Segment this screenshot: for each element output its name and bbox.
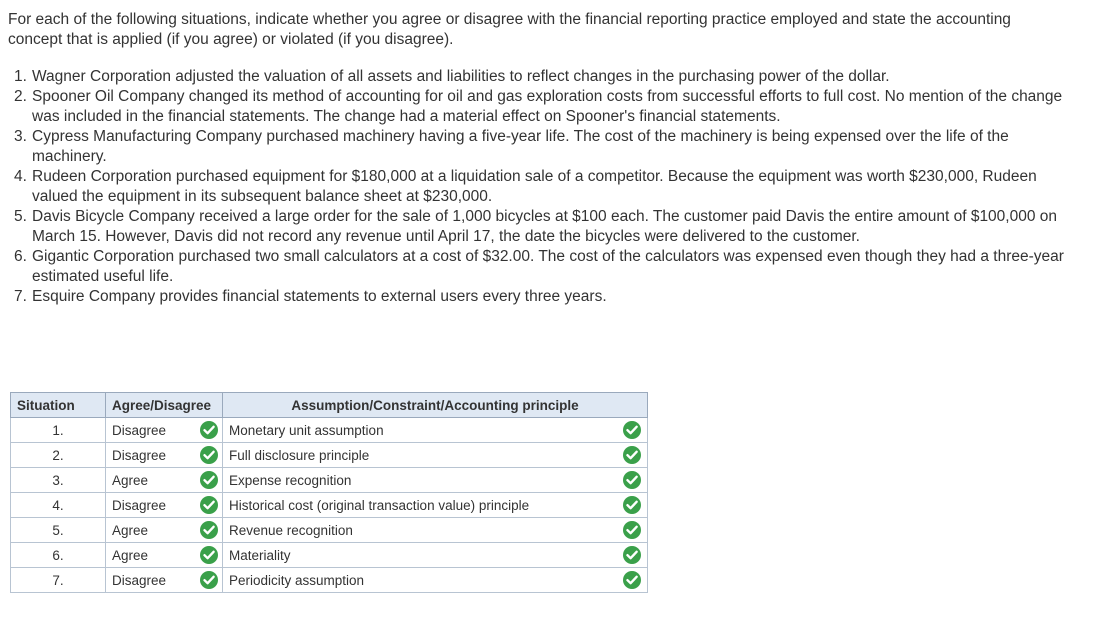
principle-value: Periodicity assumption — [229, 572, 365, 588]
list-item: 4. Rudeen Corporation purchased equipment for $180,000 at a liquidation sale of a competitor. Because the equipment was worth $230,000, Rudeen valued the equipment in its subsequent balance sheet at $230,000. — [14, 168, 1037, 205]
check-circle-icon — [623, 546, 641, 564]
agree-disagree-value: Disagree — [112, 572, 167, 588]
principle-value: Expense recognition — [229, 472, 352, 488]
check-circle-icon — [200, 446, 218, 464]
agree-disagree-value: Disagree — [112, 497, 167, 513]
principle-select[interactable] — [223, 443, 648, 468]
list-item: 3. Cypress Manufacturing Company purchased machinery having a five-year life. The cost of the machinery is being expensed over the life of the machinery. — [14, 128, 1009, 165]
principle-select[interactable] — [223, 518, 648, 543]
agree-disagree-select[interactable] — [106, 543, 223, 568]
agree-disagree-select[interactable] — [106, 518, 223, 543]
situation-text: Wagner Corporation adjusted the valuation of all assets and liabilities to reflect changes in the purchasing power of the dollar. — [32, 68, 890, 85]
agree-disagree-value: Disagree — [112, 447, 167, 463]
header-agree-disagree: Agree/Disagree — [106, 393, 223, 418]
answer-table — [10, 392, 648, 593]
principle-select[interactable] — [223, 543, 648, 568]
check-circle-icon — [200, 521, 218, 539]
list-item: 7. Esquire Company provides financial statements to external users every three years. — [14, 288, 607, 305]
principle-value: Monetary unit assumption — [229, 422, 384, 438]
situation-number: 3. — [11, 468, 106, 493]
check-circle-icon — [200, 471, 218, 489]
list-item: 1. Wagner Corporation adjusted the valuation of all assets and liabilities to reflect changes in the purchasing power of the dollar. — [14, 68, 890, 85]
situation-text: Davis Bicycle Company received a large order for the sale of 1,000 bicycles at $100 each. The customer paid Davis the entire amount of $100,000 on March 15. However, Davis did not record any revenue until April 17, the date the bicycles were delivered to the customer. — [32, 208, 1058, 245]
check-circle-icon — [200, 496, 218, 514]
list-item: 5. Davis Bicycle Company received a large order for the sale of 1,000 bicycles at $100 each. The customer paid Davis the entire amount of $100,000 on March 15. However, Davis did not record any revenue until April 17, the date the bicycles were delivered to the customer. — [14, 208, 1058, 245]
check-circle-icon — [200, 421, 218, 439]
principle-value: Full disclosure principle — [229, 447, 370, 463]
principle-select[interactable] — [223, 568, 648, 593]
situation-number: 2. — [11, 443, 106, 468]
agree-disagree-select[interactable] — [106, 468, 223, 493]
principle-value: Revenue recognition — [229, 522, 353, 538]
principle-select[interactable] — [223, 468, 648, 493]
agree-disagree-value: Disagree — [112, 422, 167, 438]
check-circle-icon — [200, 546, 218, 564]
situation-text: Esquire Company provides financial statements to external users every three years. — [32, 288, 607, 305]
agree-disagree-value: Agree — [112, 547, 149, 563]
situation-text: Cypress Manufacturing Company purchased machinery having a five-year life. The cost of the machinery is being expensed over the life of the machinery. — [32, 128, 1009, 165]
situation-text: Spooner Oil Company changed its method of accounting for oil and gas exploration costs from successful efforts to full cost. No mention of the change was included in the financial statements. The change had a material effect on Spooner's financial statements. — [32, 88, 1063, 125]
situation-text: Rudeen Corporation purchased equipment for $180,000 at a liquidation sale of a competitor. Because the equipment was worth $230,000, Rudeen valued the equipment in its subsequent balance sheet at $230,000. — [32, 168, 1037, 205]
agree-disagree-value: Agree — [112, 522, 149, 538]
situation-text: Gigantic Corporation purchased two small calculators at a cost of $32.00. The cost of the calculators was expensed even though they had a three-year estimated useful life. — [32, 248, 1064, 285]
header-situation: Situation — [11, 393, 106, 418]
situation-number: 5. — [11, 518, 106, 543]
list-item: 2. Spooner Oil Company changed its method of accounting for oil and gas exploration costs from successful efforts to full cost. No mention of the change was included in the financial statements. The change had a material effect on Spooner's financial statements. — [14, 88, 1063, 125]
table-row — [11, 543, 648, 568]
agree-disagree-select[interactable] — [106, 443, 223, 468]
table-header-row — [11, 393, 648, 418]
principle-value: Materiality — [229, 547, 291, 563]
check-circle-icon — [200, 571, 218, 589]
principle-select[interactable] — [223, 418, 648, 443]
agree-disagree-select[interactable] — [106, 418, 223, 443]
principle-value: Historical cost (original transaction value) principle — [229, 497, 530, 513]
check-circle-icon — [623, 421, 641, 439]
check-circle-icon — [623, 521, 641, 539]
situation-number: 7. — [11, 568, 106, 593]
situation-number: 1. — [11, 418, 106, 443]
check-circle-icon — [623, 571, 641, 589]
agree-disagree-value: Agree — [112, 472, 149, 488]
instructions-text: For each of the following situations, indicate whether you agree or disagree with the financial reporting practice employed and state the accounting concept that is applied (if you agree) or violated (if you disagree). — [8, 11, 1011, 48]
situation-list — [14, 67, 1074, 307]
check-circle-icon — [623, 496, 641, 514]
situation-number: 4. — [11, 493, 106, 518]
agree-disagree-select[interactable] — [106, 568, 223, 593]
table-row — [11, 443, 648, 468]
check-circle-icon — [623, 446, 641, 464]
table-row — [11, 418, 648, 443]
table-row — [11, 493, 648, 518]
table-row — [11, 518, 648, 543]
table-row — [11, 468, 648, 493]
header-principle: Assumption/Constraint/Accounting principle — [223, 393, 648, 418]
list-item: 6. Gigantic Corporation purchased two small calculators at a cost of $32.00. The cost of the calculators was expensed even though they had a three-year estimated useful life. — [14, 248, 1064, 285]
principle-select[interactable] — [223, 493, 648, 518]
agree-disagree-select[interactable] — [106, 493, 223, 518]
table-row — [11, 568, 648, 593]
situation-number: 6. — [11, 543, 106, 568]
check-circle-icon — [623, 471, 641, 489]
